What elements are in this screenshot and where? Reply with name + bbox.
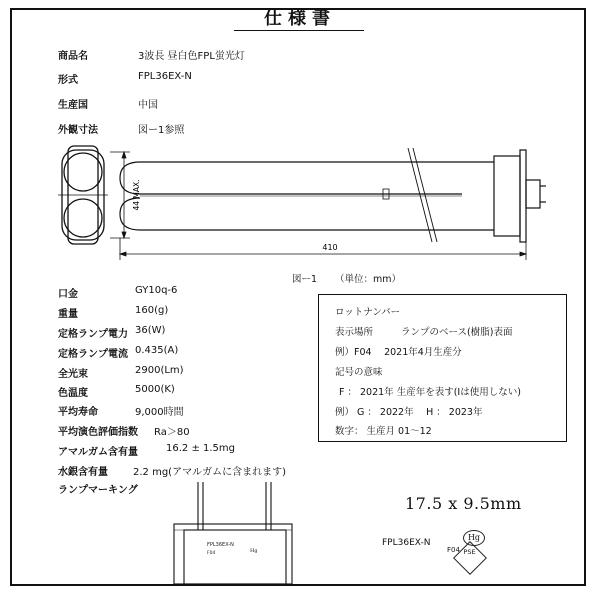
lot-heading: ロットナンバー	[335, 307, 401, 318]
figure-caption	[292, 271, 401, 285]
marking-image-hg: Hg	[250, 548, 258, 554]
lot-location-label: 表示場所	[335, 327, 374, 338]
lot-example: 例）F04 2021年4月生産分	[335, 347, 462, 358]
spec-value-product-name: 3波長 昼白色FPL蛍光灯	[138, 51, 245, 62]
spec-label-weight: 重量	[58, 309, 78, 320]
spec-label-base: 口金	[58, 289, 78, 300]
lamp-side-view	[120, 148, 546, 242]
spec-value-color-temp: 5000(K)	[135, 384, 175, 395]
marking-image-lot: F04	[207, 551, 216, 556]
mercury-mark-icon: Hg	[463, 530, 485, 546]
spec-value-dimensions: 図ー1参照	[138, 125, 185, 136]
length-dimension-label: 410	[322, 243, 338, 252]
marking-image-model: FPL36EX-N	[207, 542, 234, 548]
lamp-drawing	[44, 138, 564, 270]
marking-heading: ランプマーキング	[58, 485, 138, 496]
marking-model-label: FPL36EX-N	[382, 538, 431, 548]
figure-number: 図ー1	[292, 274, 318, 285]
lot-meaning-heading: 記号の意味	[335, 367, 383, 378]
lamp-base-marking-image	[170, 482, 300, 586]
spec-value-weight: 160(g)	[135, 305, 169, 316]
title-underline	[234, 30, 364, 31]
height-dimension-label: 44 MAX.	[132, 179, 141, 211]
lot-g-line: 例） G ： 2022年 H ： 2023年	[335, 407, 483, 418]
spec-label-lifetime: 平均寿命	[58, 407, 98, 418]
lamp-end-view	[58, 146, 108, 244]
spec-label-cri: 平均演色評価指数	[58, 427, 138, 438]
spec-value-country: 中国	[138, 100, 158, 111]
spec-label-model: 形式	[58, 75, 78, 86]
lot-digit-line: 数字： 生産月 01～12	[335, 426, 432, 437]
lot-f-line: F ： 2021年 生産年を表す(Iは使用しない)	[339, 387, 521, 398]
spec-value-cri: Ra＞80	[154, 427, 190, 438]
lot-location-value: ランプのベース(樹脂)表面	[401, 327, 513, 338]
spec-value-lifetime: 9,000時間	[135, 407, 184, 418]
spec-value-model: FPL36EX-N	[138, 71, 192, 82]
spec-label-dimensions: 外観寸法	[58, 125, 98, 136]
spec-label-rated-current: 定格ランプ電流	[58, 349, 128, 360]
lot-number-box	[318, 294, 567, 442]
spec-value-base: GY10q-6	[135, 285, 178, 296]
spec-label-color-temp: 色温度	[58, 388, 88, 399]
marking-lot-label: F04	[447, 546, 460, 554]
spec-value-rated-power: 36(W)	[135, 325, 166, 336]
spec-label-country: 生産国	[58, 100, 88, 111]
spec-label-mercury: 水銀含有量	[58, 467, 108, 478]
spec-value-luminous-flux: 2900(Lm)	[135, 365, 184, 376]
spec-value-rated-current: 0.435(A)	[135, 345, 179, 356]
spec-label-product-name: 商品名	[58, 51, 88, 62]
spec-value-amalgam: 16.2 ± 1.5mg	[166, 443, 235, 454]
marking-dimensions: 17.5 x 9.5mm	[405, 494, 522, 513]
spec-label-rated-power: 定格ランプ電力	[58, 329, 128, 340]
page-title: 仕様書	[264, 8, 336, 29]
spec-value-mercury: 2.2 mg(アマルガムに含まれます)	[133, 467, 286, 478]
unit-caption: （単位：mm）	[335, 274, 402, 285]
spec-label-luminous-flux: 全光束	[58, 369, 88, 380]
spec-label-amalgam: アマルガム含有量	[58, 447, 138, 458]
pse-mark-label: PSE	[463, 548, 476, 556]
